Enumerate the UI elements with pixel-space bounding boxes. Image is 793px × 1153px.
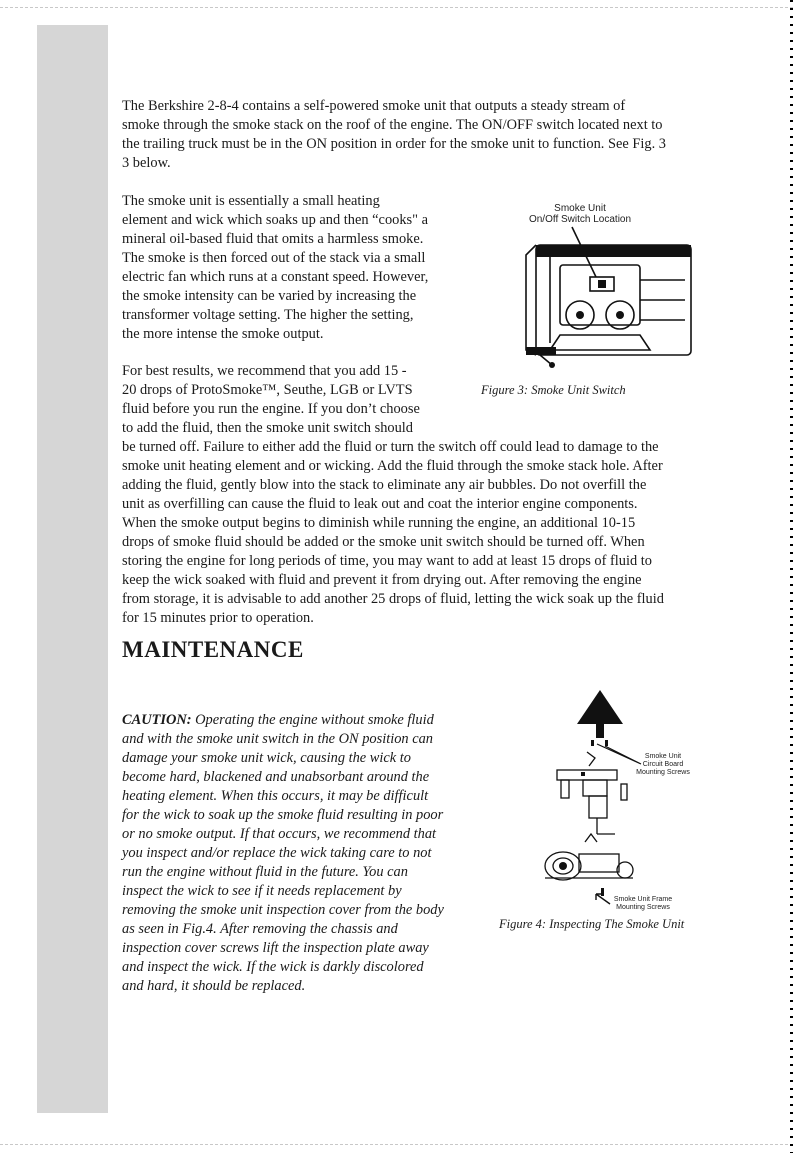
text-line: adding the fluid, gently blow into the stack to eliminate any air bubbles. Do not overfill the [122, 477, 647, 493]
figure4-bottom-label [608, 896, 678, 912]
caution-note [122, 711, 444, 996]
text-line: storing the engine for long periods of time, you may want to add at least 15 drops of fluid to [122, 553, 652, 569]
figure3-label [510, 203, 650, 225]
figure4-bottom-label-line: Smoke Unit Frame [613, 896, 673, 903]
smoke-switch-illustration [520, 225, 695, 370]
text-line: for 15 minutes prior to operation. [122, 610, 314, 626]
text-line: become hard, blackened and unabsorbant around the [122, 769, 430, 785]
text-line: and with the smoke unit switch in the ON position can [122, 731, 433, 747]
text-line: smoke through the smoke stack on the roof of the engine. The ON/OFF switch located next to [122, 117, 663, 133]
text-line: to add the fluid, then the smoke unit switch should [122, 420, 413, 436]
text-line: element and wick which soaks up and then “cooks" a [122, 212, 428, 228]
section-heading: MAINTENANCE [122, 637, 304, 662]
figure4-top-label-line: Mounting Screws [636, 769, 690, 776]
text-line: damage your smoke unit wick, causing the wick to [122, 750, 411, 766]
text-line: and inspect the wick. If the wick is darkly discolored [122, 959, 424, 975]
text-line: inspection cover screws lift the inspection plate away [122, 940, 429, 956]
page-side-band [37, 25, 108, 1113]
text-line: drops of smoke fluid should be added or the smoke unit switch should be turned off. When [122, 534, 645, 550]
text-line: 3 below. [122, 155, 171, 171]
text-line: the smoke intensity can be varied by increasing the [122, 288, 417, 304]
text-line: or no smoke output. If that occurs, we recommend that [122, 826, 437, 842]
figure3-label-line: On/Off Switch Location [528, 214, 632, 225]
figure4-top-label-line: Circuit Board [642, 761, 684, 768]
text-line: you inspect and/or replace the wick taking care to not [122, 845, 432, 861]
text-line: 20 drops of ProtoSmoke™, Seuthe, LGB or LVTS [122, 382, 413, 398]
text-line: be turned off. Failure to either add the fluid or turn the switch off could lead to damage to the [122, 439, 659, 455]
text-line: the trailing truck must be in the ON position in order for the smoke unit to function. See Fig. 3 [122, 136, 666, 152]
text-line: The Berkshire 2-8-4 contains a self-powered smoke unit that outputs a steady stream of [122, 98, 626, 114]
text-line: the more intense the smoke output. [122, 326, 324, 342]
text-line: heating element. When this occurs, it may be difficult [122, 788, 429, 804]
figure4-top-label-line: Smoke Unit [644, 753, 682, 760]
text-line: smoke unit heating element and or wicking. Add the fluid through the smoke stack hole. After [122, 458, 663, 474]
text-line: as seen in Fig.4. After removing the chassis and [122, 921, 398, 937]
text-line: keep the wick soaked with fluid and prevent it from drying out. After removing the engine [122, 572, 642, 588]
text-line: and hard, it should be replaced. [122, 978, 306, 994]
intro-paragraph [122, 97, 666, 173]
text-line: The smoke unit is essentially a small heating [122, 193, 380, 209]
text-line: transformer voltage setting. The higher the setting, [122, 307, 414, 323]
figure4-caption: Figure 4: Inspecting The Smoke Unit [499, 917, 685, 931]
caution-first-line: Operating the engine without smoke fluid [191, 712, 434, 728]
figure4-top-label [632, 753, 694, 777]
page-top-rule [0, 7, 793, 8]
text-line: electric fan which runs at a constant speed. However, [122, 269, 429, 285]
text-line: fluid before you run the engine. If you don’t choose [122, 401, 420, 417]
text-line: mineral oil-based fluid that omits a harmless smoke. [122, 231, 424, 247]
text-line: unit as overfilling can cause the fluid to leak out and coat the interior engine components. [122, 496, 638, 512]
fluid-instructions-paragraph [122, 362, 664, 628]
text-line: inspect the wick to see if it needs replacement by [122, 883, 402, 899]
text-line: The smoke is then forced out of the stack via a small [122, 250, 426, 266]
caution-label: CAUTION: [122, 712, 192, 728]
text-line: for the wick to soak up the smoke fluid resulting in poor [122, 807, 444, 823]
text-line: When the smoke output begins to diminish while running the engine, an additional 10-15 [122, 515, 636, 531]
smoke-unit-description [122, 192, 428, 344]
page-bottom-rule [0, 1144, 793, 1145]
figure3-caption: Figure 3: Smoke Unit Switch [481, 383, 626, 397]
figure3-label-line: Smoke Unit [554, 203, 606, 214]
figure4-bottom-label-line: Mounting Screws [616, 904, 670, 911]
text-line: removing the smoke unit inspection cover from the body [122, 902, 444, 918]
smoke-unit-exploded-illustration [525, 688, 645, 903]
text-line: For best results, we recommend that you add 15 - [122, 363, 407, 379]
up-arrow-icon [577, 690, 623, 724]
text-line [122, 711, 444, 730]
text-line: from storage, it is advisable to add another 25 drops of fluid, letting the wick soak up the fluid [122, 591, 664, 607]
text-line: run the engine without fluid in the future. You can [122, 864, 408, 880]
